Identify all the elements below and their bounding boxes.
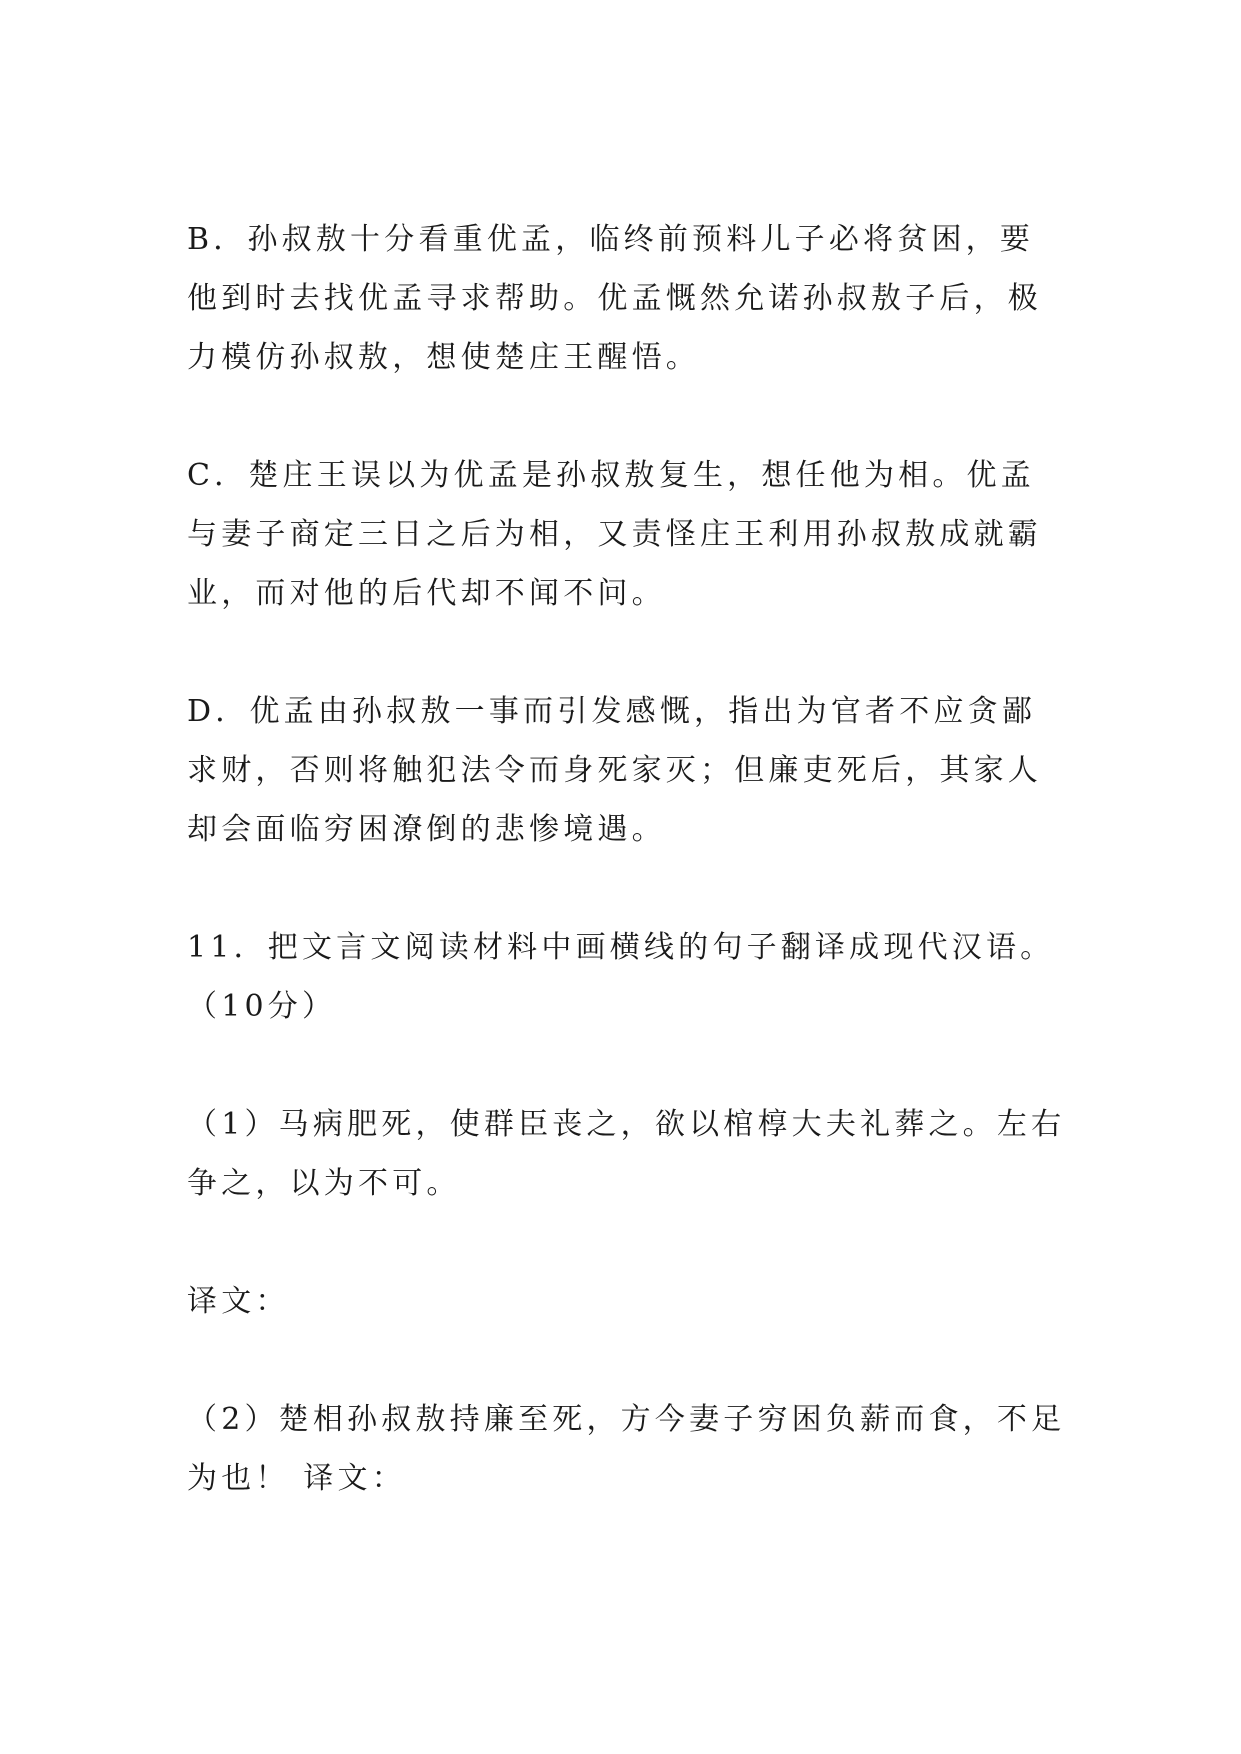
document-page: [187, 210, 1067, 1508]
spacer: [187, 1036, 1067, 1095]
sentence-2: （2）楚相孙叔敖持廉至死，方今妻子穷困负薪而食，不足为也！ 译文：: [187, 1402, 1066, 1496]
translation-1-label: 译文：: [187, 1284, 290, 1319]
option-d: D．优孟由孙叔敖一事而引发感慨，指出为官者不应贪鄙求财，否则将触犯法令而身死家灭；但廉吏死后，其家人却会面临穷困潦倒的悲惨境遇。: [187, 694, 1042, 847]
sentence-1: （1）马病肥死，使群臣丧之，欲以棺椁大夫礼葬之。左右争之，以为不可。: [187, 1107, 1066, 1201]
option-b: B．孙叔敖十分看重优孟，临终前预料儿子必将贫困，要他到时去找优孟寻求帮助。优孟慨然允诺孙叔敖子后，极力模仿孙叔敖，想使楚庄王醒悟。: [187, 222, 1042, 375]
spacer: [187, 387, 1067, 446]
spacer: [187, 1213, 1067, 1272]
spacer: [187, 1331, 1067, 1390]
question-11: 11．把文言文阅读材料中画横线的句子翻译成现代汉语。（10分）: [187, 930, 1055, 1024]
spacer: [187, 623, 1067, 682]
spacer: [187, 859, 1067, 918]
option-c: C．楚庄王误以为优孟是孙叔敖复生，想任他为相。优孟与妻子商定三日之后为相，又责怪庄王利用孙叔敖成就霸业，而对他的后代却不闻不问。: [187, 458, 1042, 611]
